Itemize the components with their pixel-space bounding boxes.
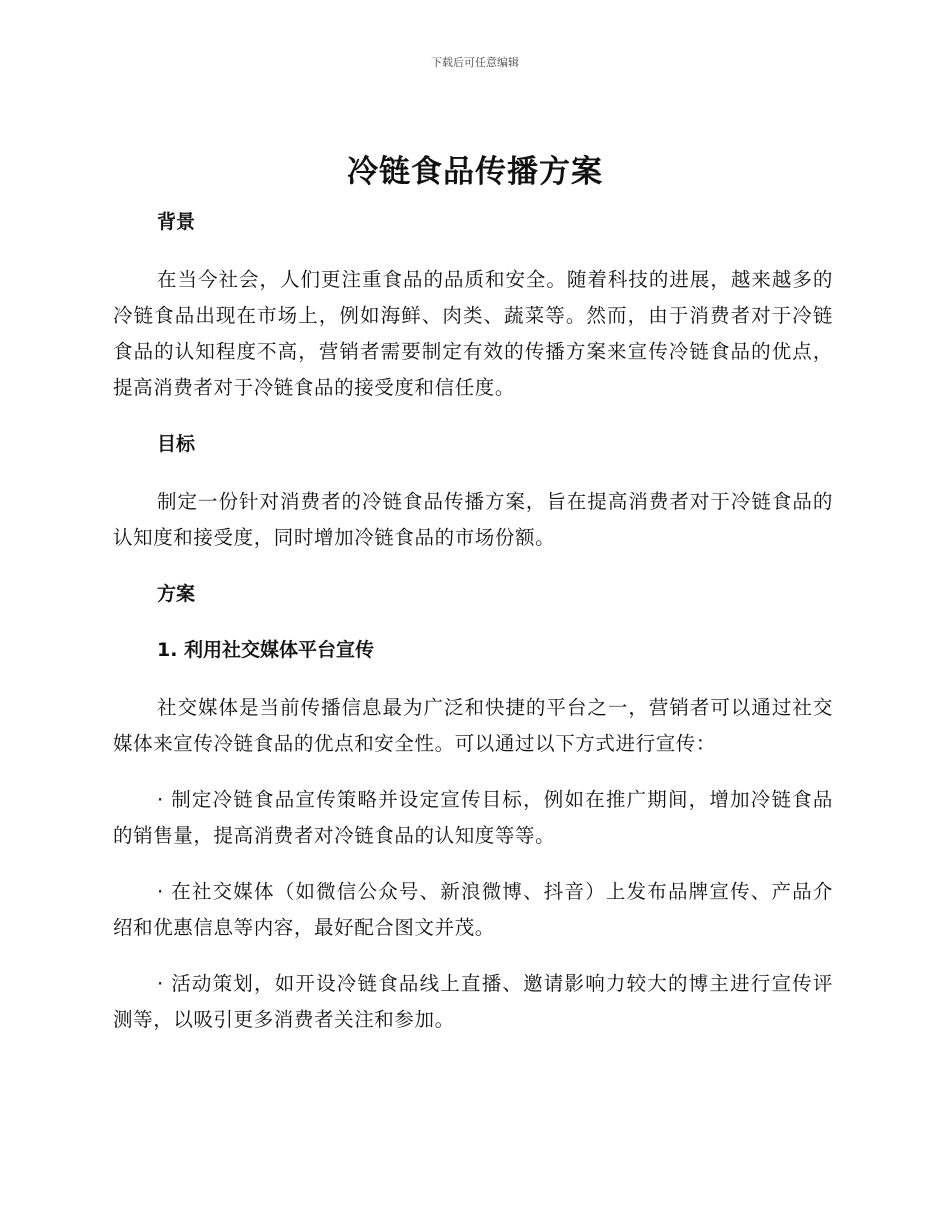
section-heading-goal: 目标	[157, 433, 196, 455]
background-paragraph: 在当今社会，人们更注重食品的品质和安全。随着科技的进展，越来越多的冷链食品出现在市场上，例如海鲜、肉类、蔬菜等。然而，由于消费者对于冷链食品的认知程度不高，营销者需要制定有效的传播方案来宣传冷链食品的优点，提高消费者对于冷链食品的接受度和信任度。	[113, 268, 833, 399]
header-note: 下载后可任意编辑	[431, 56, 519, 69]
bullet-item: · 制定冷链食品宣传策略并设定宣传目标，例如在推广期间，增加冷链食品的销售量，提高消费者对冷链食品的认知度等等。	[113, 788, 833, 847]
subsection-heading-social-media: 1. 利用社交媒体平台宣传	[157, 639, 375, 661]
document-title: 冷链食品传播方案	[347, 154, 603, 190]
bullet-item: · 在社交媒体（如微信公众号、新浪微博、抖音）上发布品牌宣传、产品介绍和优惠信息等内容，最好配合图文并茂。	[113, 880, 833, 939]
social-media-intro-paragraph: 社交媒体是当前传播信息最为广泛和快捷的平台之一，营销者可以通过社交媒体来宣传冷链食品的优点和安全性。可以通过以下方式进行宣传：	[113, 696, 833, 755]
section-heading-plan: 方案	[157, 583, 196, 605]
bullet-item: · 活动策划，如开设冷链食品线上直播、邀请影响力较大的博主进行宣传评测等，以吸引更多消费者关注和参加。	[113, 972, 833, 1031]
document-body	[113, 204, 833, 1038]
goal-paragraph: 制定一份针对消费者的冷链食品传播方案，旨在提高消费者对于冷链食品的认知度和接受度，同时增加冷链食品的市场份额。	[113, 490, 833, 549]
section-heading-background: 背景	[157, 211, 196, 233]
